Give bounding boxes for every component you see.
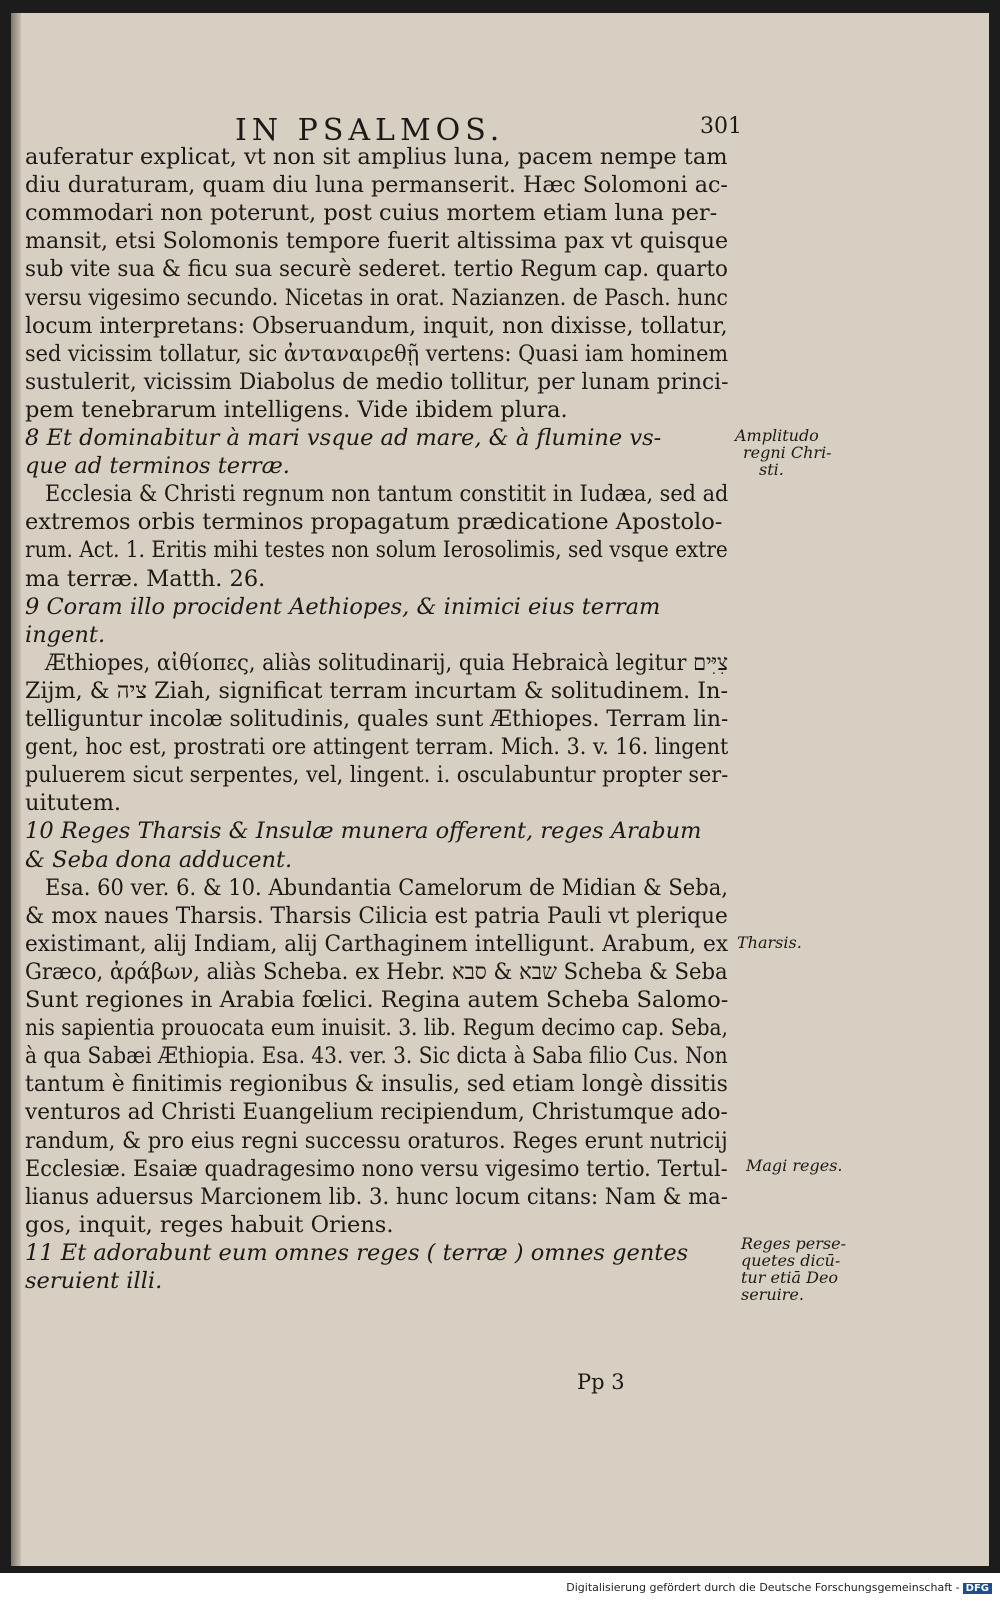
- margin-note-line: seruire.: [741, 1285, 804, 1304]
- verse-line: 11 Et adorabunt eum omnes reges ( terræ ) omnes gentes: [25, 1239, 689, 1266]
- margin-note-line: quetes dicū-: [741, 1251, 841, 1270]
- commentary-line: rum. Act. 1. Eritis mihi testes non solum Ierosolimis, sed vsque extre: [25, 537, 728, 564]
- commentary-line: puluerem sicut serpentes, vel, lingent. i. osculabuntur propter ser-: [25, 762, 729, 789]
- commentary-line: Ecclesiæ. Esaiæ quadragesimo nono versu vigesimo tertio. Tertul-: [25, 1155, 728, 1182]
- commentary-line: diu duraturam, quam diu luna permanserit. Hæc Solomoni ac-: [25, 172, 728, 199]
- commentary-line: extremos orbis terminos propagatum prædicatione Apostolo-: [25, 509, 723, 536]
- footer-credit: [566, 1581, 992, 1594]
- commentary-line: versu vigesimo secundo. Nicetas in orat. Nazianzen. de Pasch. hunc: [25, 284, 728, 311]
- margin-note-magi: [746, 1157, 843, 1174]
- margin-note-line: Magi reges.: [746, 1156, 843, 1175]
- commentary-line: Græco, ἀράβων, aliàs Scheba. ex Hebr. שבא & סבא Scheba & Seba: [25, 958, 728, 985]
- running-head: IN PSALMOS.: [235, 113, 505, 148]
- commentary-line: randum, & pro eius regni successu oraturos. Reges erunt nutricij: [25, 1127, 728, 1154]
- verse-line: ingent.: [25, 621, 106, 648]
- commentary-line: ma terræ. Matth. 26.: [25, 565, 266, 592]
- commentary-line: sustulerit, vicissim Diabolus de medio tollitur, per lunam princi-: [25, 368, 729, 395]
- page-number: 301: [700, 114, 742, 139]
- commentary-line: tantum è finitimis regionibus & insulis, sed etiam longè dissitis: [25, 1071, 728, 1098]
- signature-mark: Pp 3: [577, 1370, 625, 1394]
- commentary-line: pem tenebrarum intelligens. Vide ibidem plura.: [25, 396, 568, 423]
- commentary-line: à qua Sabæi Æthiopia. Esa. 43. ver. 3. Sic dicta à Saba filio Cus. Non: [25, 1043, 728, 1070]
- commentary-line: Æthiopes, αἰθίοπες, aliàs solitudinarij, quia Hebraicà legitur צִיִּים: [45, 649, 729, 676]
- commentary-line: sub vite sua & ficu sua securè sederet. tertio Regum cap. quarto: [25, 256, 728, 283]
- commentary-line: & mox naues Tharsis. Tharsis Cilicia est patria Pauli vt plerique: [25, 902, 728, 929]
- margin-note-line: Reges perse-: [741, 1234, 846, 1253]
- binding-gutter: [11, 13, 21, 1566]
- page-sheet: [11, 13, 989, 1566]
- verse-line: & Seba dona adducent.: [25, 846, 293, 873]
- commentary-line: gos, inquit, reges habuit Oriens.: [25, 1211, 394, 1238]
- commentary-line: Sunt regiones in Arabia fœlici. Regina autem Scheba Salomo-: [25, 987, 729, 1013]
- commentary-line: gent, hoc est, prostrati ore attingent terram. Mich. 3. v. 16. lingent: [25, 734, 729, 761]
- commentary-line: existimant, alij Indiam, alij Carthaginem intelligunt. Arabum, ex: [25, 930, 729, 957]
- verse-line: seruient illi.: [25, 1268, 163, 1294]
- commentary-line: mansit, etsi Solomonis tempore fuerit altissima pax vt quisque: [25, 228, 729, 255]
- verse-line: 8 Et dominabitur à mari vsque ad mare, & à flumine vs-: [25, 425, 662, 451]
- commentary-line: Zijm, & ציה Ziah, significat terram incurtam & solitudinem. In-: [25, 677, 728, 704]
- margin-note-tharsis: [737, 934, 802, 951]
- verse-line: que ad terminos terræ.: [25, 453, 290, 480]
- commentary-line: uitutem.: [25, 790, 122, 817]
- margin-note-line: tur etiā Deo: [741, 1268, 839, 1287]
- commentary-line: locum interpretans: Obseruandum, inquit, non dixisse, tollatur,: [25, 312, 728, 339]
- dfg-logo: DFG: [963, 1583, 992, 1594]
- margin-note-reges: [741, 1235, 846, 1303]
- margin-note-line: regni Chri-: [743, 443, 832, 462]
- commentary-line: lianus aduersus Marcionem lib. 3. hunc locum citans: Nam & ma-: [25, 1183, 728, 1210]
- commentary-line: Ecclesia & Christi regnum non tantum constitit in Iudæa, sed ad: [45, 481, 729, 508]
- margin-note-amplitudo: [735, 427, 832, 478]
- footer-text: Digitalisierung gefördert durch die Deutsche Forschungsgemeinschaft -: [566, 1581, 960, 1594]
- commentary-line: nis sapientia prouocata eum inuisit. 3. lib. Regum decimo cap. Seba,: [25, 1015, 728, 1042]
- commentary-line: auferatur explicat, vt non sit amplius luna, pacem nempe tam: [25, 144, 728, 170]
- verse-line: 9 Coram illo procident Aethiopes, & inimici eius terram: [25, 593, 661, 620]
- margin-note-line: Tharsis.: [737, 933, 802, 952]
- commentary-line: venturos ad Christi Euangelium recipiendum, Christumque ado-: [25, 1099, 728, 1126]
- verse-line: 10 Reges Tharsis & Insulæ munera offerent, reges Arabum: [25, 818, 702, 845]
- commentary-line: Esa. 60 ver. 6. & 10. Abundantia Camelorum de Midian & Seba,: [45, 874, 728, 901]
- margin-note-line: Amplitudo: [735, 426, 819, 445]
- commentary-line: commodari non poterunt, post cuius mortem etiam luna per-: [25, 200, 718, 227]
- commentary-line: telliguntur incolæ solitudinis, quales sunt Æthiopes. Terram lin-: [25, 706, 729, 732]
- margin-note-line: sti.: [759, 460, 784, 479]
- commentary-line: sed vicissim tollatur, sic ἀνταναιρεθῇ vertens: Quasi iam hominem: [25, 340, 729, 367]
